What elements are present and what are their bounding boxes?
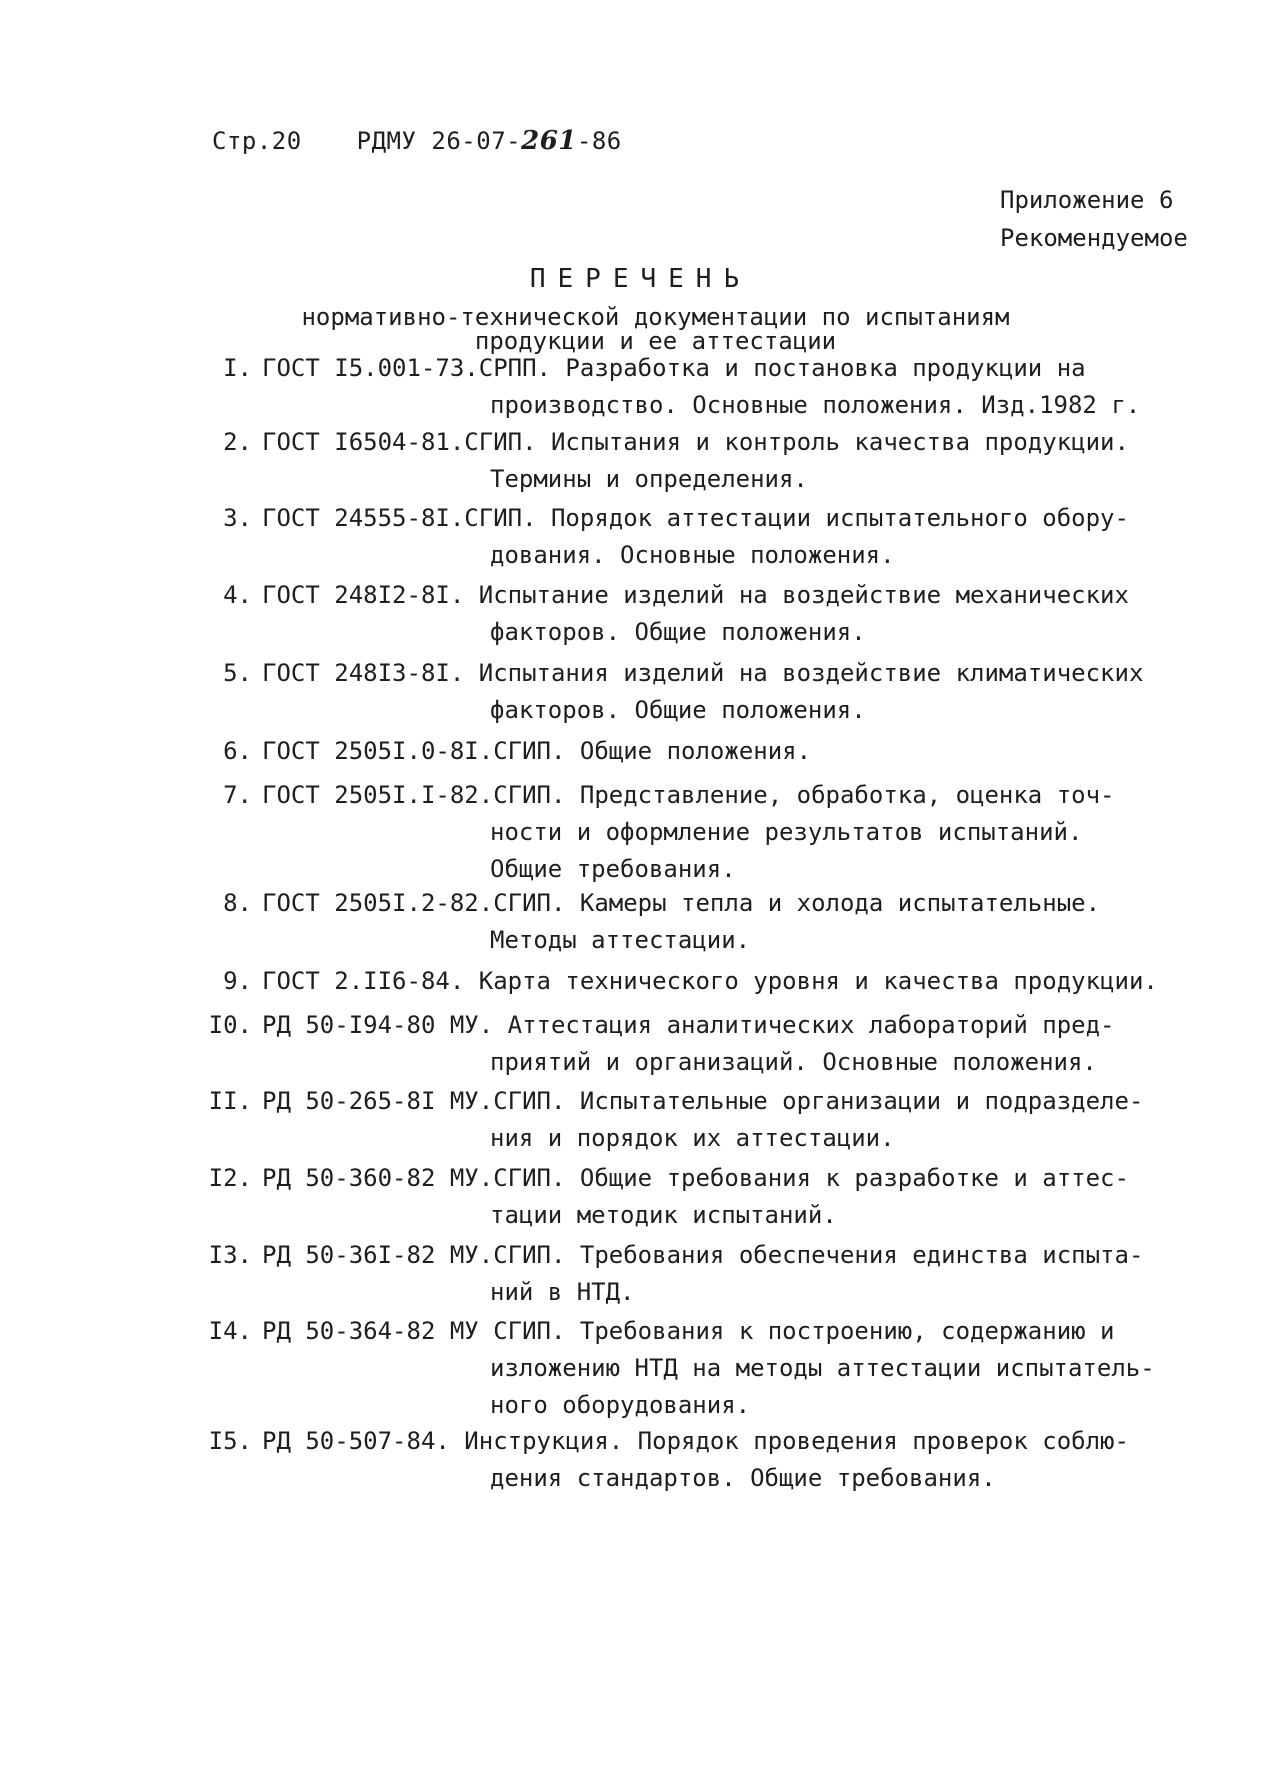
list-item-text: ГОСТ 2505I.2-82.СГИП. Камеры тепла и холода испытательные. xyxy=(262,889,1101,917)
list-item xyxy=(190,885,1250,959)
list-item-text: ГОСТ I6504-81.СГИП. Испытания и контроль качества продукции. xyxy=(262,428,1129,456)
list-item-number: I4. xyxy=(208,1317,252,1345)
list-item-text: РД 50-I94-80 МУ. Аттестация аналитических лабораторий пред- xyxy=(262,1011,1115,1039)
list-item xyxy=(190,424,1250,498)
list-item-first-line xyxy=(190,963,1250,1000)
document-title: ПЕРЕЧЕНЬ xyxy=(529,264,752,294)
page-number-label: Стр.20 xyxy=(212,127,302,155)
list-item-text: РД 50-507-84. Инструкция. Порядок проведения проверок соблю- xyxy=(262,1427,1129,1455)
list-item xyxy=(190,1237,1250,1311)
list-item-continuation: Методы аттестации. xyxy=(490,926,751,954)
list-item xyxy=(190,577,1250,651)
list-item xyxy=(190,777,1250,888)
list-item-first-line xyxy=(190,577,1250,614)
list-item-number: I3. xyxy=(208,1241,252,1269)
list-item xyxy=(190,350,1250,424)
list-item-continuation: приятий и организаций. Основные положения. xyxy=(490,1048,1097,1076)
list-item-first-line xyxy=(190,1423,1250,1460)
list-item-continuation: тации методик испытаний. xyxy=(490,1201,837,1229)
list-item-first-line xyxy=(190,1083,1250,1120)
list-item-first-line xyxy=(190,1007,1250,1044)
list-item-text: ГОСТ 24555-8I.СГИП. Порядок аттестации испытательного обору- xyxy=(262,504,1129,532)
list-item-first-line xyxy=(190,350,1250,387)
list-item-number: 4. xyxy=(223,581,252,609)
list-item-continuation: ния и порядок их аттестации. xyxy=(490,1124,895,1152)
handwritten-document-number: 261 xyxy=(521,126,577,156)
list-item xyxy=(190,655,1250,729)
list-item-number: 3. xyxy=(223,504,252,532)
list-item xyxy=(190,1083,1250,1157)
list-item-first-line xyxy=(190,1160,1250,1197)
list-item-continuation: ности и оформление результатов испытаний. xyxy=(490,818,1083,846)
subtitle-line-2: продукции и ее аттестации xyxy=(474,327,837,355)
list-item-continuation: изложению НТД на методы аттестации испытатель- xyxy=(490,1354,1155,1382)
list-item-first-line xyxy=(190,500,1250,537)
list-item-continuation: дения стандартов. Общие требования. xyxy=(490,1464,996,1492)
list-item-text: РД 50-360-82 МУ.СГИП. Общие требования к разработке и аттес- xyxy=(262,1164,1129,1192)
list-item xyxy=(190,500,1250,574)
document-subtitle xyxy=(0,305,1261,353)
list-item-first-line xyxy=(190,655,1250,692)
appendix-number: Приложение 6 xyxy=(1000,186,1174,214)
list-item-first-line xyxy=(190,777,1250,814)
list-item-number: I. xyxy=(223,354,252,382)
list-item-number: I0. xyxy=(208,1011,252,1039)
list-item-continuation: факторов. Общие положения. xyxy=(490,618,866,646)
list-item-text: ГОСТ 248I2-8I. Испытание изделий на воздействие механических xyxy=(262,581,1129,609)
appendix-label xyxy=(1000,181,1188,257)
list-item-continuation: дования. Основные положения. xyxy=(490,541,895,569)
document-code-prefix: РДМУ 26-07- xyxy=(356,127,522,155)
list-item xyxy=(190,733,1250,770)
list-item-text: ГОСТ 2505I.0-8I.СГИП. Общие положения. xyxy=(262,737,812,765)
list-item xyxy=(190,1160,1250,1234)
list-item-number: 9. xyxy=(223,967,252,995)
list-item-first-line xyxy=(190,1237,1250,1274)
list-item-number: 8. xyxy=(223,889,252,917)
appendix-status: Рекомендуемое xyxy=(1000,224,1188,252)
list-item-number: I2. xyxy=(208,1164,252,1192)
document-code-suffix: -86 xyxy=(576,127,622,155)
list-item-first-line xyxy=(190,885,1250,922)
list-item-text: ГОСТ 2.II6-84. Карта технического уровня и качества продукции. xyxy=(262,967,1158,995)
list-item-first-line xyxy=(190,733,1250,770)
list-item-number: 5. xyxy=(223,659,252,687)
list-item-text: ГОСТ 248I3-8I. Испытания изделий на воздействие климатических xyxy=(262,659,1144,687)
list-item-text: РД 50-265-8I МУ.СГИП. Испытательные организации и подразделе- xyxy=(262,1087,1144,1115)
list-item-number: I5. xyxy=(208,1427,252,1455)
list-item xyxy=(190,1423,1250,1497)
list-item xyxy=(190,963,1250,1000)
list-item xyxy=(190,1313,1250,1424)
list-item-continuation: ний в НТД. xyxy=(490,1278,635,1306)
page-header xyxy=(212,126,622,156)
list-item-continuation: Общие требования. xyxy=(490,855,736,883)
list-item-text: ГОСТ I5.001-73.СРПП. Разработка и постановка продукции на xyxy=(262,354,1086,382)
list-item-number: 2. xyxy=(223,428,252,456)
list-item-number: II. xyxy=(208,1087,252,1115)
document-code xyxy=(357,127,622,155)
list-item-number: 7. xyxy=(223,781,252,809)
list-item-first-line xyxy=(190,1313,1250,1350)
list-item-text: ГОСТ 2505I.I-82.СГИП. Представление, обработка, оценка точ- xyxy=(262,781,1115,809)
list-item xyxy=(190,1007,1250,1081)
list-item-text: РД 50-36I-82 МУ.СГИП. Требования обеспечения единства испыта- xyxy=(262,1241,1144,1269)
list-item-text: РД 50-364-82 МУ СГИП. Требования к построению, содержанию и xyxy=(262,1317,1115,1345)
list-item-continuation: производство. Основные положения. Изд.1982 г. xyxy=(490,391,1141,419)
list-item-continuation: Термины и определения. xyxy=(490,465,808,493)
subtitle-line-1: нормативно-технической документации по испытаниям xyxy=(301,303,1010,331)
list-item-continuation: факторов. Общие положения. xyxy=(490,696,866,724)
list-item-continuation: ного оборудования. xyxy=(490,1391,751,1419)
list-item-number: 6. xyxy=(223,737,252,765)
list-item-first-line xyxy=(190,424,1250,461)
